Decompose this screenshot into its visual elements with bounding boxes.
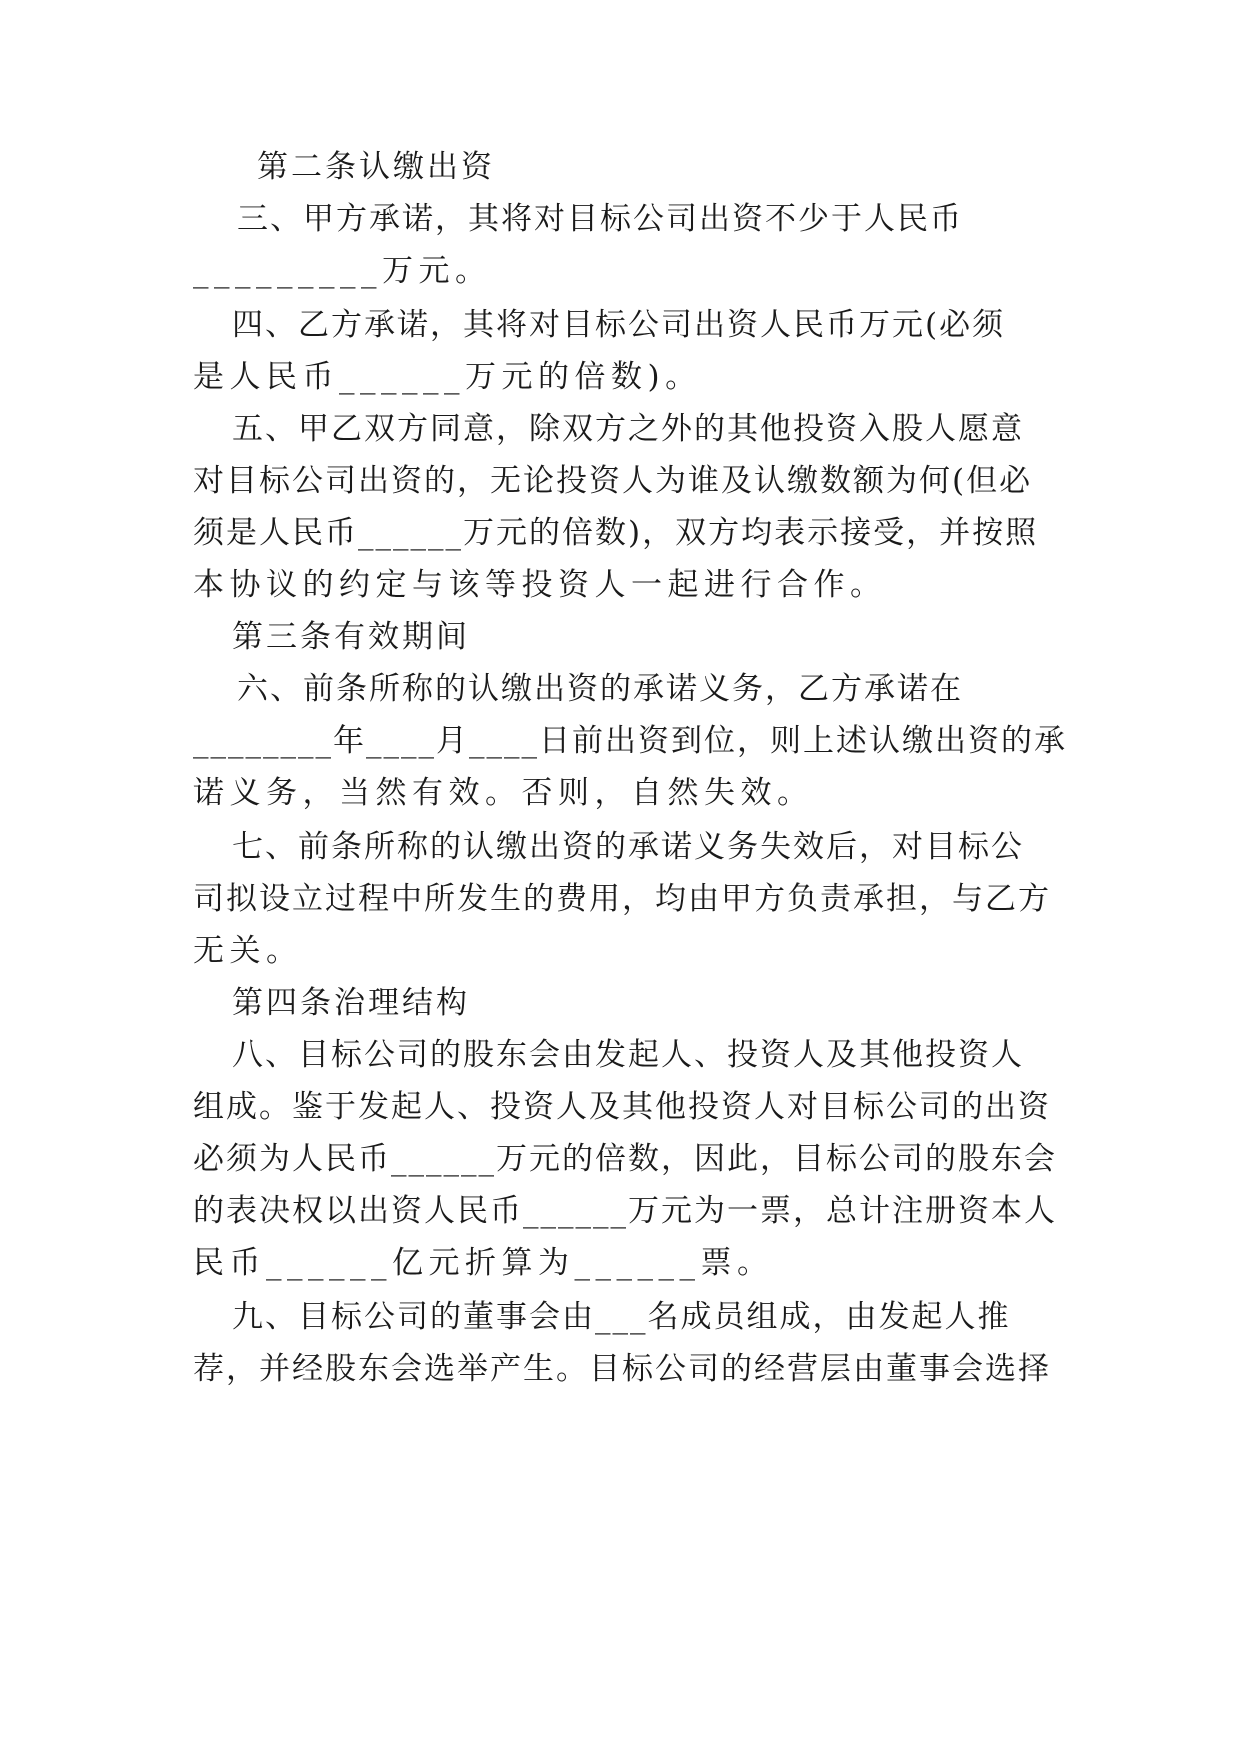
clause-8-line-2: 组成。鉴于发起人、投资人及其他投资人对目标公司的出资 (193, 1089, 1051, 1125)
clause-4-line-2: 是人民币______万元的倍数)。 (193, 359, 702, 395)
clause-6-line-2: ________年____月____日前出资到位，则上述认缴出资的承 (193, 723, 1067, 759)
clause-5-line-1: 五、甲乙双方同意，除双方之外的其他投资入股人愿意 (232, 411, 1024, 447)
clause-9-line-2: 荐，并经股东会选举产生。目标公司的经营层由董事会选择 (193, 1351, 1051, 1387)
clause-8-line-1: 八、目标公司的股东会由发起人、投资人及其他投资人 (232, 1037, 1024, 1073)
clause-5-line-4: 本协议的约定与该等投资人一起进行合作。 (193, 567, 887, 603)
clause-8-line-5: 民币______亿元折算为______票。 (193, 1245, 774, 1281)
clause-6-line-1: 六、前条所称的认缴出资的承诺义务，乙方承诺在 (237, 671, 963, 707)
article-2-heading: 第二条认缴出资 (257, 149, 495, 185)
clause-5-line-3: 须是人民币______万元的倍数)，双方均表示接受，并按照 (193, 515, 1039, 551)
clause-9-line-1: 九、目标公司的董事会由___名成员组成，由发起人推 (232, 1299, 1011, 1335)
clause-8-line-4: 的表决权以出资人民币______万元为一票，总计注册资本人 (193, 1193, 1057, 1229)
article-3-heading: 第三条有效期间 (232, 619, 470, 655)
clause-7-line-2: 司拟设立过程中所发生的费用，均由甲方负责承担，与乙方 (193, 881, 1051, 917)
clause-7-line-3: 无关。 (193, 933, 303, 969)
clause-3-line-2: _________万元。 (193, 253, 492, 289)
clause-7-line-1: 七、前条所称的认缴出资的承诺义务失效后，对目标公 (232, 829, 1024, 865)
clause-4-line-1: 四、乙方承诺，其将对目标公司出资人民币万元(必须 (232, 307, 1006, 343)
clause-3-line-1: 三、甲方承诺，其将对目标公司出资不少于人民币 (237, 201, 963, 237)
clause-8-line-3: 必须为人民币______万元的倍数，因此，目标公司的股东会 (193, 1141, 1057, 1177)
clause-5-line-2: 对目标公司出资的，无论投资人为谁及认缴数额为何(但必 (193, 463, 1033, 499)
clause-6-line-3: 诺义务，当然有效。否则，自然失效。 (193, 775, 814, 811)
article-4-heading: 第四条治理结构 (232, 985, 470, 1021)
